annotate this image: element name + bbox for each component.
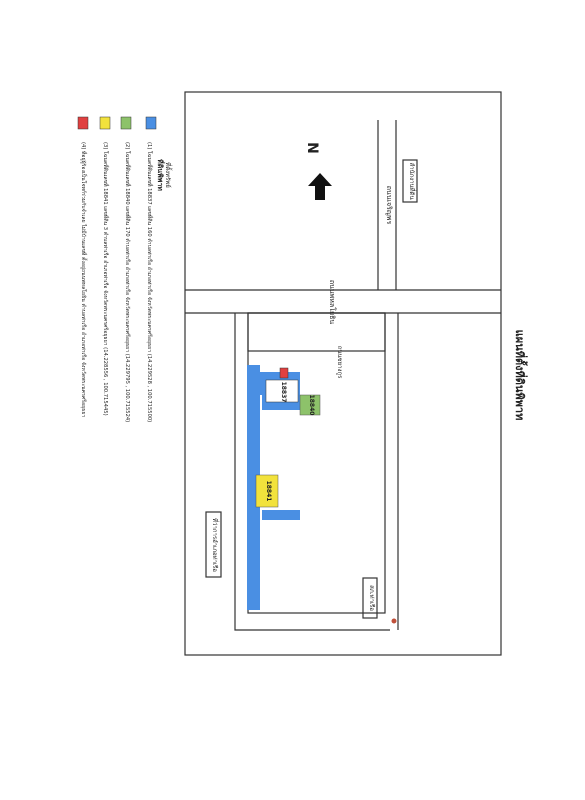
parcel-red-marker [280, 368, 288, 378]
legend-item-1: (1) โฉนดที่ดินเลขที่ 18837 เลขที่ดิน 160 ตำบลท่าเรือ อำเภอท่าเรือ จังหวัดพระนครศรีอยุธยา (14.229528 , 100.715500) [146, 142, 152, 423]
legend-swatch-4 [78, 117, 88, 129]
legend-heading: ที่ดินพิพาท [156, 159, 164, 191]
legend-swatch-1 [146, 117, 156, 129]
lane-label: ถนนชยางกูร [336, 345, 343, 379]
legend-subheading: ที่ตั้งทรัพย์ [164, 162, 171, 188]
parcel-18841 [256, 475, 278, 507]
parcel-label-18841: 18841 [265, 480, 272, 502]
block-inner [248, 313, 385, 613]
legend-item-3: (3) โฉนดที่ดินเลขที่ 18841 เลขที่ดิน 3 ตำบลท่าเรือ อำเภอท่าเรือ จังหวัดพระนครศรีอยุธยา (14.228556 , 100.715445) [102, 142, 108, 416]
road-left-label: ถนนเจริญพร [385, 185, 393, 225]
legend-item-2: (2) โฉนดที่ดินเลขที่ 18840 เลขที่ดิน 170 ตำบลท่าเรือ อำเภอท่าเรือ จังหวัดพระนครศรีอยุธยา (14.229795 , 100.715524) [124, 142, 130, 423]
school-label: ที่ว่าการอำเภอท่าเรือ [211, 518, 218, 572]
block-top-strip [248, 313, 385, 351]
legend-swatch-2 [121, 117, 131, 129]
north-arrow-icon [308, 173, 332, 200]
legend-item-4: (4) ที่อยู่ผู้ร้องเป็นโจทก์ร่วมกับจำเลย ไม่มีบ้านเลขที่ ตั้งอยู่ถนนพหลโยธิน ตำบลท่าเรือ อำเภอท่าเรือ จังหวัดพระนครศรีอยุธยา [80, 142, 86, 418]
map-title: แผนที่ตั้งที่ดินพิพาท [513, 329, 526, 421]
location-pin-icon [392, 619, 397, 624]
legend [78, 117, 174, 422]
parcel-18840 [300, 395, 320, 416]
compass-n: N [304, 142, 320, 154]
parcel-label-18837: 18837 [280, 381, 287, 403]
road-top-label: ถนนพหลโยธิน [328, 279, 336, 325]
office-label: สำนักงานที่ดิน [408, 162, 415, 200]
legend-swatch-3 [100, 117, 110, 129]
police-label: สภ.ท่าเรือ [368, 585, 375, 611]
parcel-label-18840: 18840 [308, 394, 315, 416]
